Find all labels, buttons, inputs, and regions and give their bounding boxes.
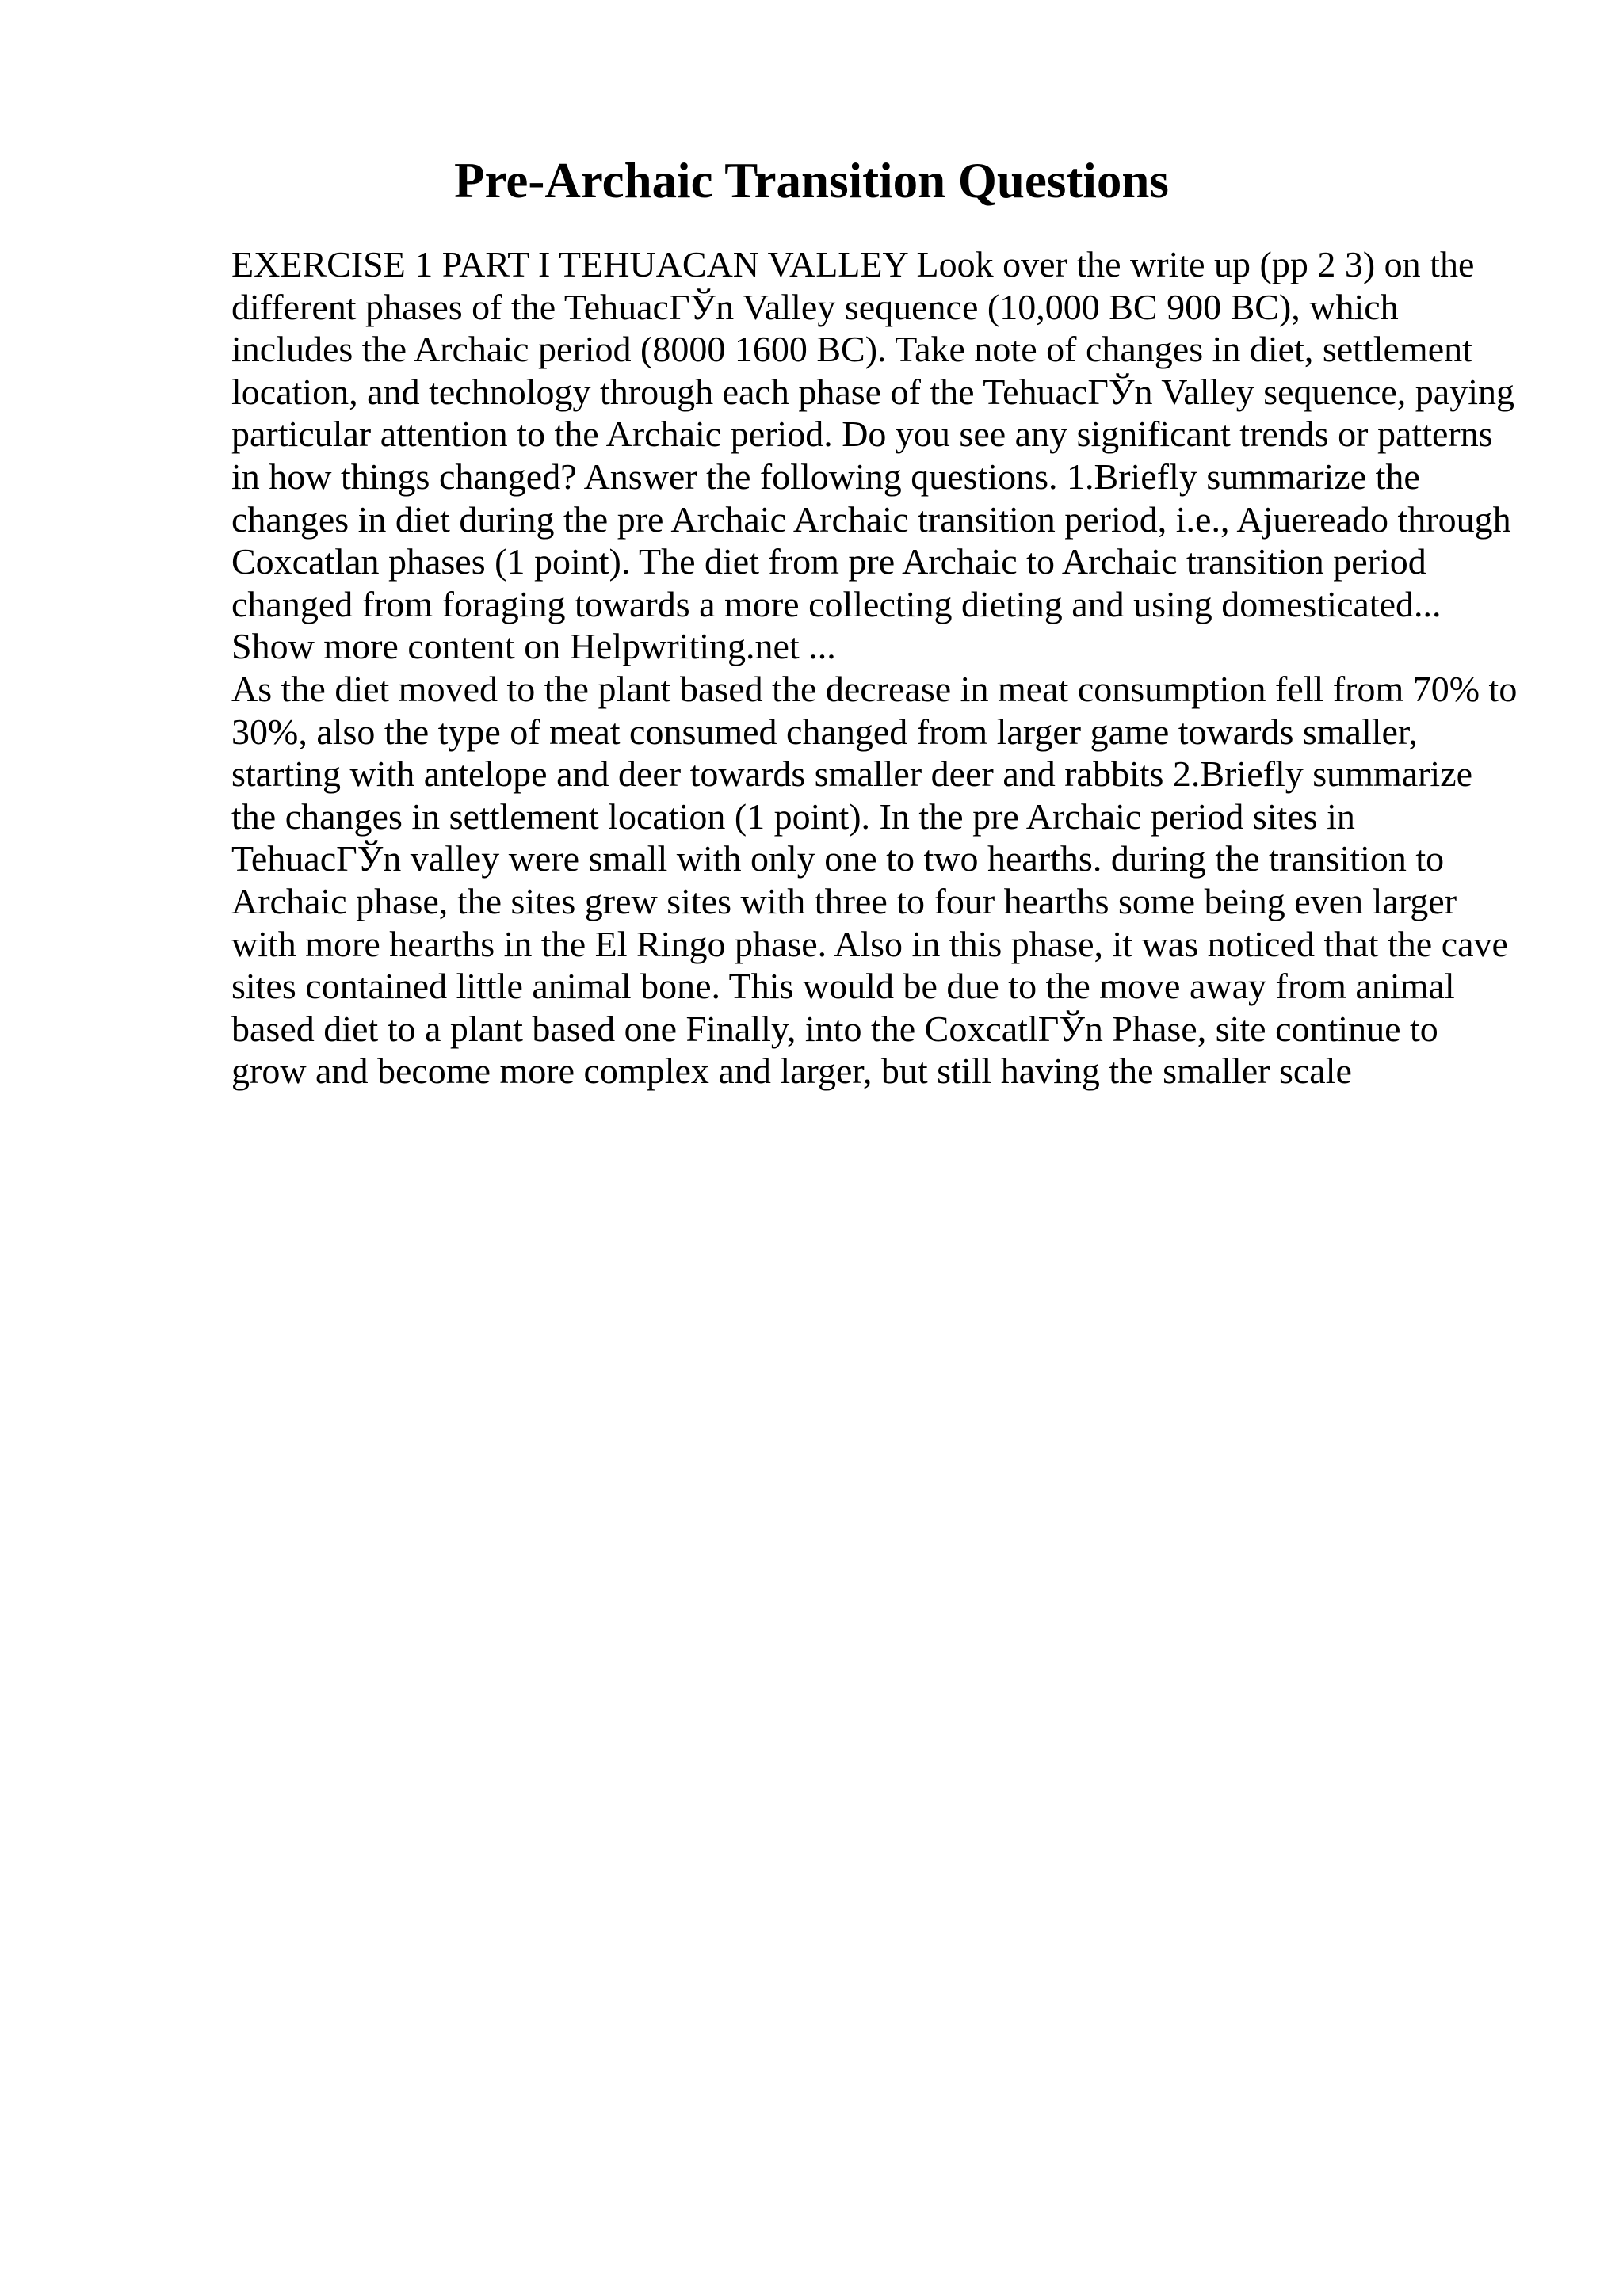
paragraph-diet-settlement: As the diet moved to the plant based the decrease in meat consumption fell from 70% to 30%, also the type of meat consumed changed from larger game towards smaller, starting with antelope and deer towards smaller deer and rabbits 2.Briefly summarize the changes in settlement location (1 point). In the pre Archaic period sites in TehuacГЎn valley were small with only one to two hearths. during the transition to Archaic phase, the sites grew sites with three to four hearths some being even larger with more hearths in the El Ringo phase. Also in this phase, it was noticed that the cave sites contained little animal bone. This would be due to the move away from animal based diet to a plant based one Finally, into the CoxcatlГЎn Phase, site continue to grow and become more complex and larger, but still having the smaller scale xyxy=(231,668,1518,1092)
document-body xyxy=(231,243,1519,1093)
page-title: Pre-Archaic Transition Questions xyxy=(454,153,1169,208)
paragraph-exercise-intro: EXERCISE 1 PART I TEHUACAN VALLEY Look over the write up (pp 2 3) on the different phases of the TehuacГЎn Valley sequence (10,000 BC 900 BC), which includes the Archaic period (8000 1600 BC). Take note of changes in diet, settlement location, and technology through each phase of the TehuacГЎn Valley sequence, paying particular attention to the Archaic period. Do you see any significant trends or patterns in how things changed? Answer the following questions. 1.Briefly summarize the changes in diet during the pre Archaic Archaic transition period, i.e., Ajuereado through Coxcatlan phases (1 point). The diet from pre Archaic to Archaic transition period changed from foraging towards a more collecting dieting and using domesticated... Show more content on Helpwriting.net ... xyxy=(231,244,1515,667)
